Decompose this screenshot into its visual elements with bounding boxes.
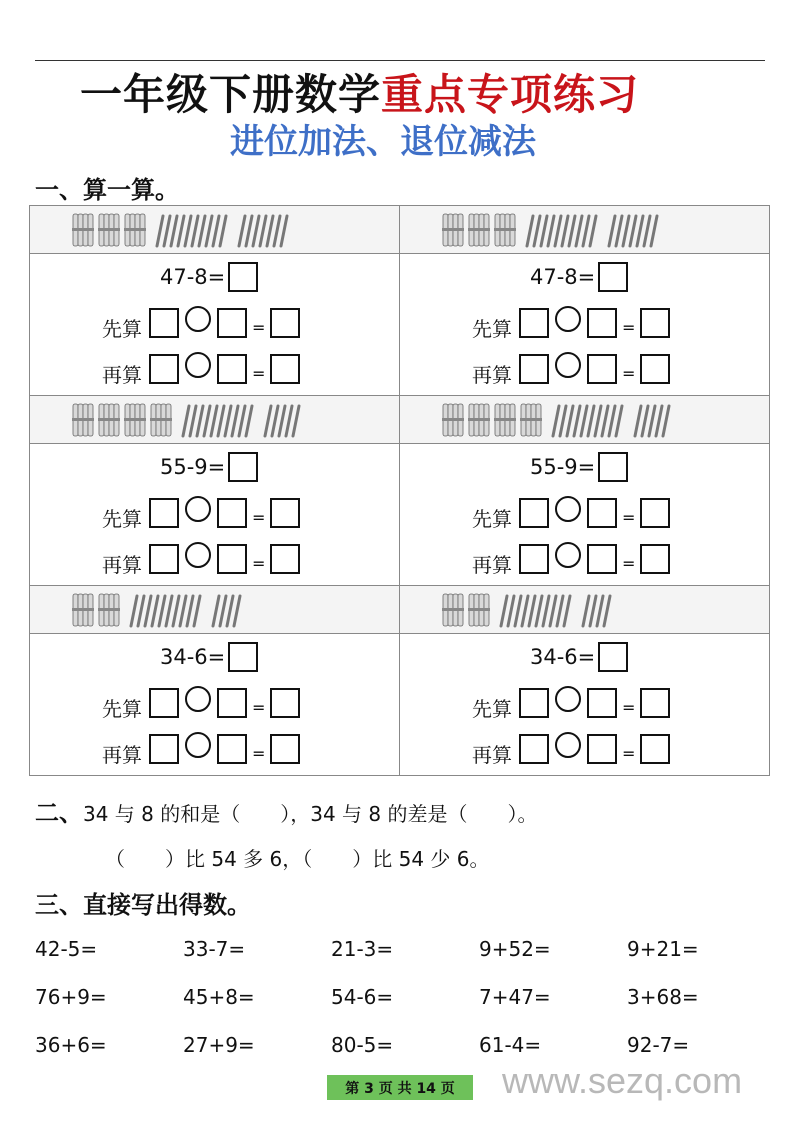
single-stick-icon <box>616 406 622 436</box>
single-stick-icon <box>649 406 655 436</box>
operand-box[interactable] <box>149 308 179 338</box>
operand-box[interactable] <box>217 688 247 718</box>
operand-box[interactable] <box>587 354 617 384</box>
section3-heading: 三、直接写出得数。 <box>35 891 251 919</box>
work-cell <box>30 444 400 586</box>
equals-sign: = <box>622 507 636 527</box>
single-stick-icon <box>157 216 163 246</box>
operand-box[interactable] <box>587 734 617 764</box>
single-stick-icon <box>616 216 622 246</box>
stick-bundle-icon <box>494 404 516 436</box>
single-stick-icon <box>197 406 203 436</box>
operand-box[interactable] <box>149 544 179 574</box>
single-stick-icon <box>166 596 172 626</box>
calc-item: 27+9= <box>183 1033 255 1057</box>
single-stick-icon <box>232 406 238 436</box>
section2-line2: （ ）比 54 多 6，（ ）比 54 少 6。 <box>105 847 490 871</box>
expression-text: 47-8= <box>160 265 226 289</box>
operand-box[interactable] <box>587 308 617 338</box>
single-stick-icon <box>239 406 245 436</box>
operand-box[interactable] <box>519 498 549 528</box>
calc-item: 36+6= <box>35 1033 107 1057</box>
sticks-illustration-icon <box>65 590 365 630</box>
single-stick-icon <box>213 216 219 246</box>
single-stick-icon <box>583 596 589 626</box>
single-stick-icon <box>574 406 580 436</box>
single-stick-icon <box>581 406 587 436</box>
operator-circle[interactable] <box>185 542 211 568</box>
single-stick-icon <box>635 406 641 436</box>
sticks-illustration-icon <box>435 590 735 630</box>
equals-sign: = <box>252 317 266 337</box>
single-stick-icon <box>178 216 184 246</box>
operand-box[interactable] <box>587 498 617 528</box>
step-label: 再算 <box>472 742 512 767</box>
expression-text: 55-9= <box>160 455 226 479</box>
equals-sign: = <box>252 553 266 573</box>
single-stick-icon <box>279 406 285 436</box>
equals-sign: = <box>622 743 636 763</box>
single-stick-icon <box>180 596 186 626</box>
stick-bundle-icon <box>442 214 464 246</box>
single-stick-icon <box>239 216 245 246</box>
step-first-row <box>102 308 303 341</box>
expression-text: 47-8= <box>530 265 596 289</box>
work-cell <box>30 254 400 396</box>
single-stick-icon <box>265 406 271 436</box>
single-stick-icon <box>536 596 542 626</box>
equals-sign: = <box>252 507 266 527</box>
operand-box[interactable] <box>217 308 247 338</box>
stick-bundle-icon <box>468 404 490 436</box>
single-stick-icon <box>293 406 299 436</box>
stick-bundle-icon <box>124 404 146 436</box>
single-stick-icon <box>185 216 191 246</box>
single-stick-icon <box>267 216 273 246</box>
calc-item: 9+21= <box>627 937 699 961</box>
stick-bundle-icon <box>442 404 464 436</box>
top-rule <box>35 60 765 61</box>
operator-circle[interactable] <box>555 732 581 758</box>
single-stick-icon <box>138 596 144 626</box>
single-stick-icon <box>609 216 615 246</box>
title-part-red: 重点专项练习 <box>381 70 640 119</box>
single-stick-icon <box>152 596 158 626</box>
step-label: 先算 <box>102 316 142 341</box>
page-title <box>80 62 639 122</box>
single-stick-icon <box>227 596 233 626</box>
operator-circle[interactable] <box>185 686 211 712</box>
stick-bundle-icon <box>72 594 94 626</box>
operator-circle[interactable] <box>185 306 211 332</box>
calc-item: 76+9= <box>35 985 107 1009</box>
step-label: 再算 <box>472 362 512 387</box>
operator-circle[interactable] <box>185 352 211 378</box>
step-label: 再算 <box>102 552 142 577</box>
single-stick-icon <box>529 596 535 626</box>
result-box[interactable] <box>640 544 670 574</box>
sticks-cell <box>400 586 770 634</box>
result-box[interactable] <box>640 354 670 384</box>
single-stick-icon <box>534 216 540 246</box>
single-stick-icon <box>541 216 547 246</box>
single-stick-icon <box>583 216 589 246</box>
single-stick-icon <box>609 406 615 436</box>
single-stick-icon <box>543 596 549 626</box>
operator-circle[interactable] <box>555 542 581 568</box>
calc-item: 45+8= <box>183 985 255 1009</box>
stick-bundle-icon <box>98 214 120 246</box>
result-box[interactable] <box>640 498 670 528</box>
single-stick-icon <box>508 596 514 626</box>
work-cell <box>30 634 400 776</box>
stick-bundle-icon <box>124 214 146 246</box>
expression-text: 34-6= <box>530 645 596 669</box>
single-stick-icon <box>630 216 636 246</box>
single-stick-icon <box>190 406 196 436</box>
operand-box[interactable] <box>149 354 179 384</box>
sticks-cell <box>400 396 770 444</box>
answer-box[interactable] <box>598 642 628 672</box>
result-box[interactable] <box>270 354 300 384</box>
equals-sign: = <box>252 697 266 717</box>
stick-bundle-icon <box>98 404 120 436</box>
operator-circle[interactable] <box>185 732 211 758</box>
sticks-cell <box>30 586 400 634</box>
operand-box[interactable] <box>519 354 549 384</box>
section2-text1: 34 与 8 的和是（ ），34 与 8 的差是（ ）。 <box>83 802 538 826</box>
stick-bundle-icon <box>494 214 516 246</box>
section1-heading: 一、算一算。 <box>35 176 179 204</box>
step-first-row <box>472 308 673 341</box>
step-label: 先算 <box>472 506 512 531</box>
section2-line1 <box>35 793 538 828</box>
single-stick-icon <box>131 596 137 626</box>
equals-sign: = <box>252 743 266 763</box>
single-stick-icon <box>204 406 210 436</box>
sticks-illustration-icon <box>435 400 735 440</box>
equals-sign: = <box>622 553 636 573</box>
calc-item: 9+52= <box>479 937 551 961</box>
single-stick-icon <box>576 216 582 246</box>
answer-box[interactable] <box>228 262 258 292</box>
single-stick-icon <box>183 406 189 436</box>
single-stick-icon <box>234 596 240 626</box>
single-stick-icon <box>557 596 563 626</box>
single-stick-icon <box>199 216 205 246</box>
sticks-illustration-icon <box>65 210 365 250</box>
single-stick-icon <box>159 596 165 626</box>
single-stick-icon <box>569 216 575 246</box>
problem-expression <box>530 452 631 482</box>
single-stick-icon <box>553 406 559 436</box>
operand-box[interactable] <box>217 498 247 528</box>
single-stick-icon <box>623 216 629 246</box>
work-cell <box>400 634 770 776</box>
calc-item: 92-7= <box>627 1033 690 1057</box>
single-stick-icon <box>286 406 292 436</box>
single-stick-icon <box>597 596 603 626</box>
step-label: 再算 <box>102 362 142 387</box>
single-stick-icon <box>567 406 573 436</box>
single-stick-icon <box>253 216 259 246</box>
title-part-black: 一年级下册数学 <box>80 70 382 119</box>
single-stick-icon <box>173 596 179 626</box>
operand-box[interactable] <box>217 354 247 384</box>
sticks-row <box>30 586 770 634</box>
calc-item: 7+47= <box>479 985 551 1009</box>
step-label: 先算 <box>102 696 142 721</box>
operand-box[interactable] <box>519 544 549 574</box>
operand-box[interactable] <box>149 498 179 528</box>
operator-circle[interactable] <box>555 352 581 378</box>
result-box[interactable] <box>270 498 300 528</box>
single-stick-icon <box>145 596 151 626</box>
single-stick-icon <box>564 596 570 626</box>
answer-box[interactable] <box>598 452 628 482</box>
single-stick-icon <box>562 216 568 246</box>
operand-box[interactable] <box>217 544 247 574</box>
step-then-row <box>102 544 303 577</box>
work-cell <box>400 444 770 586</box>
result-box[interactable] <box>640 734 670 764</box>
operand-box[interactable] <box>587 688 617 718</box>
stick-bundle-icon <box>72 214 94 246</box>
step-label: 先算 <box>102 506 142 531</box>
single-stick-icon <box>220 216 226 246</box>
step-then-row <box>472 544 673 577</box>
calc-item: 54-6= <box>331 985 394 1009</box>
watermark: www.sezq.com <box>502 1060 743 1101</box>
single-stick-icon <box>206 216 212 246</box>
calc-item: 3+68= <box>627 985 699 1009</box>
expression-text: 34-6= <box>160 645 226 669</box>
equals-sign: = <box>622 363 636 383</box>
single-stick-icon <box>604 596 610 626</box>
single-stick-icon <box>218 406 224 436</box>
sticks-illustration-icon <box>435 210 735 250</box>
stick-bundle-icon <box>72 404 94 436</box>
sticks-illustration-icon <box>65 400 365 440</box>
work-row <box>30 254 770 396</box>
single-stick-icon <box>663 406 669 436</box>
answer-box[interactable] <box>228 452 258 482</box>
stick-bundle-icon <box>150 404 172 436</box>
single-stick-icon <box>550 596 556 626</box>
equals-sign: = <box>252 363 266 383</box>
step-label: 再算 <box>472 552 512 577</box>
operand-box[interactable] <box>217 734 247 764</box>
operator-circle[interactable] <box>185 496 211 522</box>
step-first-row <box>472 688 673 721</box>
step-label: 先算 <box>472 316 512 341</box>
operand-box[interactable] <box>149 734 179 764</box>
single-stick-icon <box>548 216 554 246</box>
result-box[interactable] <box>270 308 300 338</box>
stick-bundle-icon <box>468 594 490 626</box>
single-stick-icon <box>164 216 170 246</box>
stick-bundle-icon <box>520 404 542 436</box>
single-stick-icon <box>213 596 219 626</box>
step-then-row <box>472 734 673 767</box>
step-then-row <box>102 354 303 387</box>
problem-expression <box>160 262 261 292</box>
single-stick-icon <box>527 216 533 246</box>
operand-box[interactable] <box>519 688 549 718</box>
operator-circle[interactable] <box>555 686 581 712</box>
expression-text: 55-9= <box>530 455 596 479</box>
single-stick-icon <box>522 596 528 626</box>
step-first-row <box>102 498 303 531</box>
step-label: 再算 <box>102 742 142 767</box>
single-stick-icon <box>272 406 278 436</box>
single-stick-icon <box>602 406 608 436</box>
operator-circle[interactable] <box>555 306 581 332</box>
step-then-row <box>102 734 303 767</box>
step-label: 先算 <box>472 696 512 721</box>
single-stick-icon <box>171 216 177 246</box>
problem-expression <box>530 642 631 672</box>
equals-sign: = <box>622 317 636 337</box>
section2-heading: 二、 <box>35 799 83 827</box>
single-stick-icon <box>590 596 596 626</box>
single-stick-icon <box>220 596 226 626</box>
sticks-row <box>30 396 770 444</box>
step-first-row <box>102 688 303 721</box>
single-stick-icon <box>651 216 657 246</box>
calc-item: 61-4= <box>479 1033 542 1057</box>
single-stick-icon <box>211 406 217 436</box>
result-box[interactable] <box>270 734 300 764</box>
result-box[interactable] <box>270 544 300 574</box>
stick-bundle-icon <box>98 594 120 626</box>
single-stick-icon <box>187 596 193 626</box>
single-stick-icon <box>194 596 200 626</box>
problem-expression <box>160 452 261 482</box>
single-stick-icon <box>260 216 266 246</box>
operand-box[interactable] <box>519 734 549 764</box>
calc-item: 42-5= <box>35 937 98 961</box>
exercise-grid <box>29 205 770 776</box>
operator-circle[interactable] <box>555 496 581 522</box>
problem-expression <box>160 642 261 672</box>
single-stick-icon <box>274 216 280 246</box>
step-then-row <box>472 354 673 387</box>
answer-box[interactable] <box>598 262 628 292</box>
operand-box[interactable] <box>587 544 617 574</box>
answer-box[interactable] <box>228 642 258 672</box>
calc-item: 80-5= <box>331 1033 394 1057</box>
page-subtitle: 进位加法、退位减法 <box>230 122 536 162</box>
single-stick-icon <box>644 216 650 246</box>
result-box[interactable] <box>270 688 300 718</box>
single-stick-icon <box>656 406 662 436</box>
sticks-cell <box>30 396 400 444</box>
result-box[interactable] <box>640 308 670 338</box>
equals-sign: = <box>622 697 636 717</box>
sticks-row <box>30 206 770 254</box>
calc-item: 21-3= <box>331 937 394 961</box>
single-stick-icon <box>637 216 643 246</box>
sticks-cell <box>30 206 400 254</box>
single-stick-icon <box>246 406 252 436</box>
stick-bundle-icon <box>442 594 464 626</box>
work-row <box>30 634 770 776</box>
single-stick-icon <box>246 216 252 246</box>
problem-expression <box>530 262 631 292</box>
stick-bundle-icon <box>468 214 490 246</box>
single-stick-icon <box>560 406 566 436</box>
operand-box[interactable] <box>149 688 179 718</box>
single-stick-icon <box>590 216 596 246</box>
work-row <box>30 444 770 586</box>
page-number-badge: 第 3 页 共 14 页 <box>327 1075 473 1100</box>
single-stick-icon <box>555 216 561 246</box>
step-first-row <box>472 498 673 531</box>
single-stick-icon <box>595 406 601 436</box>
single-stick-icon <box>588 406 594 436</box>
single-stick-icon <box>515 596 521 626</box>
single-stick-icon <box>192 216 198 246</box>
single-stick-icon <box>281 216 287 246</box>
sticks-cell <box>400 206 770 254</box>
single-stick-icon <box>642 406 648 436</box>
calc-item: 33-7= <box>183 937 246 961</box>
single-stick-icon <box>225 406 231 436</box>
result-box[interactable] <box>640 688 670 718</box>
work-cell <box>400 254 770 396</box>
single-stick-icon <box>501 596 507 626</box>
operand-box[interactable] <box>519 308 549 338</box>
